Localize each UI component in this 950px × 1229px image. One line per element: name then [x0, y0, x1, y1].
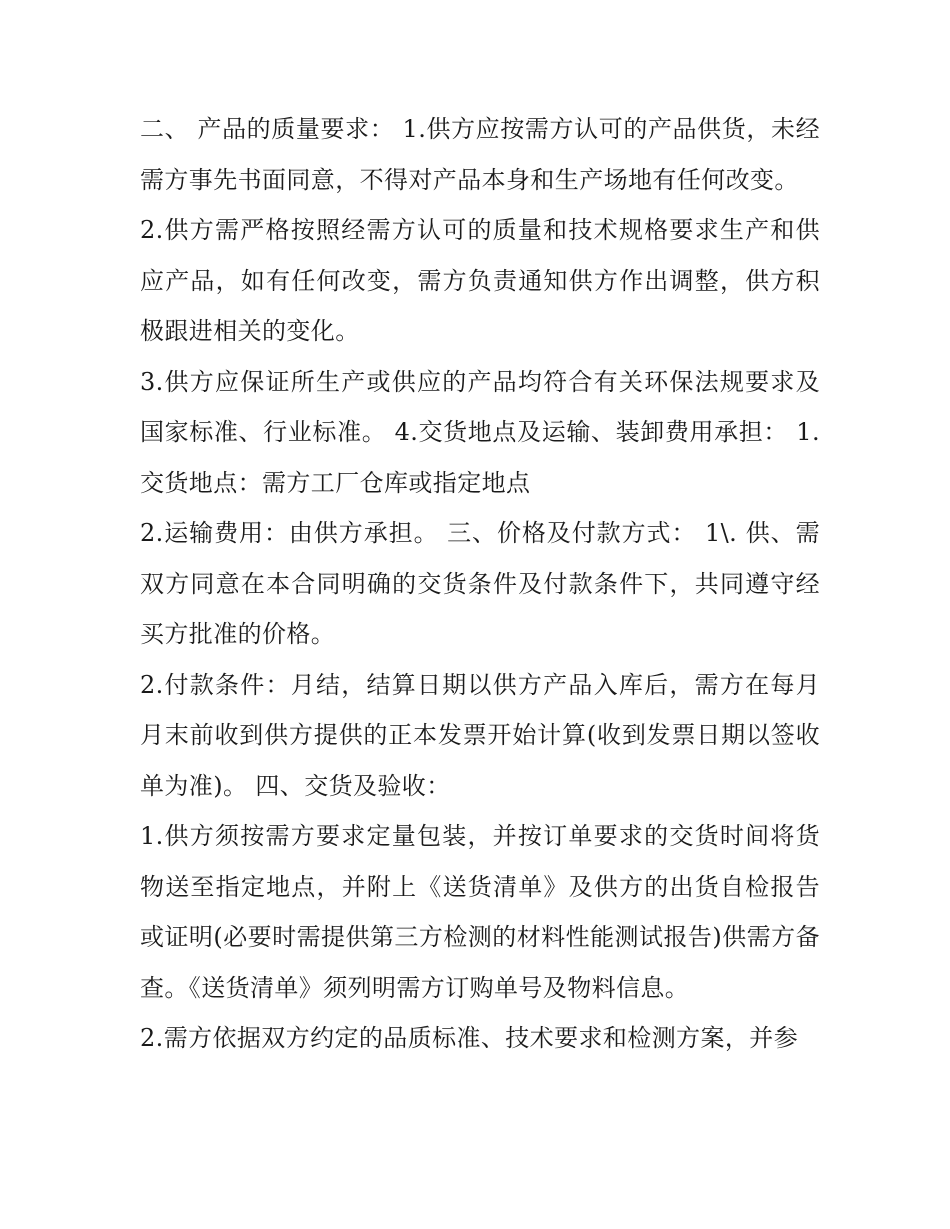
- paragraph-quality-spec: 2.供方需严格按照经需方认可的质量和技术规格要求生产和供应产品，如有任何改变，需方负责通知供方作出调整，供方积极跟进相关的变化。: [140, 216, 820, 345]
- paragraph-delivery-packaging: 1.供方须按需方要求定量包装，并按订单要求的交货时间将货物送至指定地点，并附上《送货清单》及供方的出货自检报告或证明(必要时需提供第三方检测的材料性能测试报告)供需方备查。《送货清单》须列明需方订购单号及物料信息。: [140, 822, 820, 1002]
- paragraph-quality-requirements: 二、 产品的质量要求： 1.供方应按需方认可的产品供货，未经需方事先书面同意，不得对产品本身和生产场地有任何改变。: [140, 115, 820, 194]
- paragraph-payment-terms: 2.付款条件：月结，结算日期以供方产品入库后，需方在每月月末前收到供方提供的正本发票开始计算(收到发票日期以签收单为准)。 四、交货及验收：: [140, 670, 820, 800]
- paragraph-inspection: 2.需方依据双方约定的品质标准、技术要求和检测方案，并参: [140, 1024, 799, 1052]
- paragraph-transport-price: 2.运输费用：由供方承担。 三、价格及付款方式： 1\. 供、需双方同意在本合同明确的交货条件及付款条件下，共同遵守经买方批准的价格。: [140, 519, 820, 648]
- paragraph-environmental-standards: 3.供方应保证所生产或供应的产品均符合有关环保法规要求及国家标准、行业标准。 4.交货地点及运输、装卸费用承担： 1.交货地点：需方工厂仓库或指定地点: [140, 367, 820, 497]
- document-page: [140, 104, 820, 1064]
